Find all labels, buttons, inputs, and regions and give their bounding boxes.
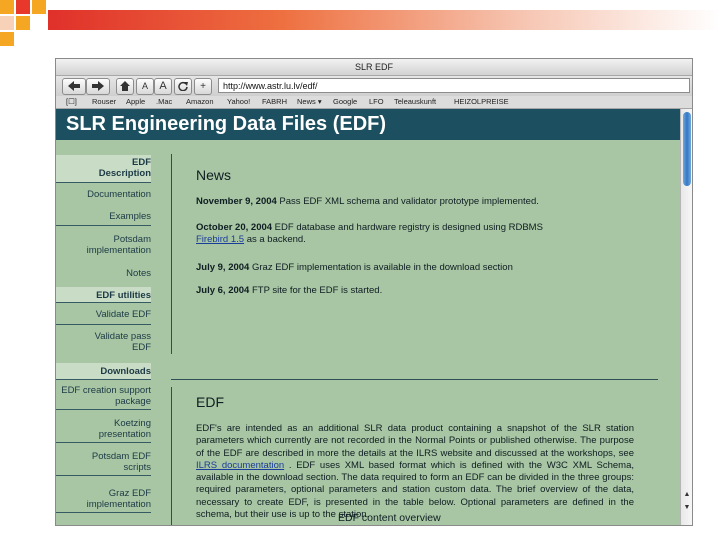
- column-divider-lower: [171, 387, 172, 525]
- news-text-after: as a backend.: [244, 234, 306, 245]
- news-item: [196, 222, 636, 246]
- news-date: July 6, 2004: [196, 285, 250, 296]
- scroll-down-icon[interactable]: ▼: [683, 504, 691, 511]
- vertical-scrollbar[interactable]: [680, 109, 693, 525]
- nav-validate-pass-edf[interactable]: Validate pass EDF: [94, 331, 151, 353]
- news-text: FTP site for the EDF is started.: [249, 285, 383, 296]
- deco-square-orange-3: [32, 0, 46, 14]
- deco-square-orange-2: [16, 16, 30, 30]
- site-header: [56, 109, 680, 140]
- nav-downloads[interactable]: Downloads: [56, 363, 151, 380]
- table-caption: EDF content overview: [338, 512, 441, 524]
- news-item: [196, 262, 636, 274]
- bookmark-item[interactable]: Apple: [126, 97, 146, 106]
- bookmark-item[interactable]: Yahoo!: [227, 97, 251, 106]
- nav-examples[interactable]: Examples: [56, 211, 151, 226]
- add-bookmark-button[interactable]: +: [194, 78, 212, 95]
- browser-toolbar: [56, 76, 692, 96]
- deco-square-orange-4: [0, 32, 14, 46]
- browser-window: [55, 58, 693, 526]
- nav-edf-creation-support[interactable]: EDF creation support package: [56, 385, 151, 410]
- news-date: November 9, 2004: [196, 196, 277, 207]
- bookmark-item[interactable]: Rouser: [92, 97, 117, 106]
- nav-documentation[interactable]: Documentation: [87, 189, 151, 200]
- forward-button[interactable]: [86, 78, 110, 95]
- news-date: July 9, 2004: [196, 262, 250, 273]
- section-divider: [171, 379, 658, 380]
- news-heading: News: [196, 167, 232, 183]
- bookmark-item[interactable]: .Mac: [156, 97, 173, 106]
- bookmarks-bar: [56, 96, 692, 109]
- deco-square-light: [0, 16, 14, 30]
- news-text: Pass EDF XML schema and validator prototype implemented.: [276, 196, 539, 207]
- deco-square-red: [16, 0, 30, 14]
- nav-koetzing-presentation[interactable]: Koetzing presentation: [56, 418, 151, 443]
- nav-edf-utilities[interactable]: EDF utilities: [56, 287, 151, 303]
- home-icon: [120, 81, 130, 91]
- bookmark-item[interactable]: Google: [333, 97, 358, 106]
- site-title: SLR Engineering Data Files (EDF): [66, 113, 387, 135]
- bookmark-item[interactable]: Teleauskunft: [394, 97, 437, 106]
- nav-notes[interactable]: Notes: [126, 268, 151, 279]
- window-title: SLR EDF: [56, 59, 692, 76]
- news-text: EDF database and hardware registry is designed using RDBMS: [272, 222, 543, 233]
- nav-edf-description[interactable]: EDF Description: [56, 155, 151, 183]
- news-item: [196, 285, 636, 297]
- back-button[interactable]: [62, 78, 86, 95]
- ilrs-documentation-link[interactable]: ILRS documentation: [196, 459, 285, 471]
- bookmark-collection[interactable]: [☐]: [66, 97, 77, 106]
- address-bar[interactable]: http://www.astr.lu.lv/edf/: [218, 78, 690, 93]
- deco-square-orange: [0, 0, 14, 14]
- edf-heading: EDF: [196, 394, 224, 410]
- deco-gradient-bar: [48, 10, 720, 30]
- scroll-thumb[interactable]: [683, 112, 691, 186]
- news-text: Graz EDF implementation is available in the download section: [249, 262, 513, 273]
- nav-graz-edf-implementation[interactable]: Graz EDF implementation: [56, 488, 151, 513]
- right-arrow-icon: [92, 81, 104, 91]
- bookmark-item[interactable]: HEIZOLPREISE: [454, 97, 509, 106]
- text-smaller-button[interactable]: A: [136, 78, 154, 95]
- left-arrow-icon: [68, 81, 80, 91]
- bookmark-item[interactable]: LFO: [369, 97, 384, 106]
- scroll-up-icon[interactable]: ▲: [683, 491, 691, 498]
- news-date: October 20, 2004: [196, 222, 273, 233]
- bookmark-item[interactable]: Amazon: [186, 97, 214, 106]
- news-item: [196, 196, 636, 208]
- web-page: [56, 109, 680, 525]
- nav-validate-edf[interactable]: Validate EDF: [56, 309, 151, 325]
- bookmark-item[interactable]: News ▾: [297, 97, 322, 106]
- column-divider: [171, 154, 172, 354]
- reload-button[interactable]: [174, 78, 192, 95]
- reload-icon: [178, 81, 188, 91]
- bookmark-item[interactable]: FABRH: [262, 97, 288, 106]
- edf-description: EDF's are intended as an additional SLR data product containing a snapshot of the SLR station parameters which currently are not recorded in the Normal Points or published otherwise. The purpose of the EDF are described in more the details at the ILRS website and discussed at the workshops, see ILRS documentation . EDF uses XML based format which is defined with the W3C XML Schema, available in the download section. The data required to form an EDF can be divided in the three groups: required parameters, optional parameters and station custom data. The brief overview of the data, necessary to create EDF, is presented in the table below. Optional parameters are defined in the schema, but their use is up to the station.: [196, 423, 634, 521]
- nav-potsdam-implementation[interactable]: Potsdam implementation: [86, 234, 151, 256]
- firebird-link[interactable]: Firebird 1.5: [196, 234, 245, 245]
- nav-potsdam-edf-scripts[interactable]: Potsdam EDF scripts: [56, 451, 151, 476]
- text-larger-button[interactable]: A: [154, 78, 172, 95]
- home-button[interactable]: [116, 78, 134, 95]
